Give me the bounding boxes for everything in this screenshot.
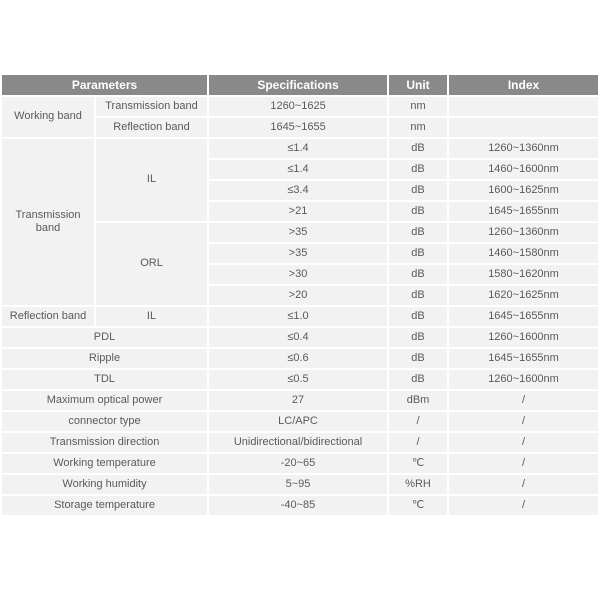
unit-cell: dB [389,265,447,284]
header-row [2,75,598,95]
param-group-cell: Transmission band [2,139,94,305]
param-group-cell: Working band [2,97,94,137]
param-group-cell: Reflection band [2,307,94,326]
table-row [2,139,598,158]
param-cell: TDL [2,370,207,389]
unit-cell: dB [389,160,447,179]
param-cell: Transmission direction [2,433,207,452]
param-cell: Maximum optical power [2,391,207,410]
index-cell: 1260~1360nm [449,139,598,158]
header-cell-unit: Unit [389,75,447,95]
page [0,73,600,600]
param-cell: Transmission band [96,97,207,116]
param-cell: IL [96,307,207,326]
table-body [2,97,598,515]
table-row [2,412,598,431]
index-cell [449,97,598,116]
spec-cell: ≤0.4 [209,328,387,347]
table-row [2,328,598,347]
param-cell: connector type [2,412,207,431]
header-cell-specifications: Specifications [209,75,387,95]
index-cell: / [449,454,598,473]
param-cell: Ripple [2,349,207,368]
unit-cell: dB [389,181,447,200]
param-cell: IL [96,139,207,221]
spec-cell: >30 [209,265,387,284]
unit-cell: ℃ [389,454,447,473]
param-cell: Working temperature [2,454,207,473]
unit-cell: dBm [389,391,447,410]
param-cell: Working humidity [2,475,207,494]
unit-cell: dB [389,307,447,326]
header-cell-index: Index [449,75,598,95]
index-cell: 1645~1655nm [449,307,598,326]
table-row [2,370,598,389]
param-cell: Storage temperature [2,496,207,515]
spec-cell: >35 [209,244,387,263]
table-row [2,307,598,326]
table-row [2,349,598,368]
spec-cell: 1260~1625 [209,97,387,116]
index-cell: 1600~1625nm [449,181,598,200]
unit-cell: %RH [389,475,447,494]
param-cell: ORL [96,223,207,305]
unit-cell: dB [389,139,447,158]
spec-cell: Unidirectional/bidirectional [209,433,387,452]
spec-cell: ≤1.4 [209,160,387,179]
unit-cell: / [389,433,447,452]
unit-cell: dB [389,202,447,221]
param-cell: Reflection band [96,118,207,137]
unit-cell: dB [389,370,447,389]
unit-cell: dB [389,223,447,242]
spec-cell: -20~65 [209,454,387,473]
index-cell: 1260~1600nm [449,370,598,389]
index-cell: / [449,496,598,515]
index-cell: / [449,391,598,410]
index-cell: 1260~1360nm [449,223,598,242]
index-cell: 1645~1655nm [449,202,598,221]
spec-cell: >20 [209,286,387,305]
spec-cell: ≤3.4 [209,181,387,200]
table-row [2,391,598,410]
spec-cell: ≤1.0 [209,307,387,326]
unit-cell: ℃ [389,496,447,515]
unit-cell: / [389,412,447,431]
spec-cell: 5~95 [209,475,387,494]
header-cell-parameters: Parameters [2,75,207,95]
unit-cell: dB [389,349,447,368]
spec-cell: ≤0.5 [209,370,387,389]
param-cell: PDL [2,328,207,347]
table-row [2,496,598,515]
index-cell: / [449,433,598,452]
index-cell: 1645~1655nm [449,349,598,368]
spec-cell: -40~85 [209,496,387,515]
spec-cell: >35 [209,223,387,242]
spec-cell: 27 [209,391,387,410]
spec-cell: LC/APC [209,412,387,431]
table-row [2,475,598,494]
table-row [2,433,598,452]
unit-cell: dB [389,244,447,263]
unit-cell: nm [389,97,447,116]
index-cell: / [449,475,598,494]
unit-cell: dB [389,328,447,347]
table-row [2,97,598,116]
index-cell: 1460~1600nm [449,160,598,179]
index-cell: 1620~1625nm [449,286,598,305]
table-row [2,454,598,473]
index-cell: 1460~1580nm [449,244,598,263]
spec-cell: ≤0.6 [209,349,387,368]
index-cell: 1260~1600nm [449,328,598,347]
specifications-table [0,73,600,517]
spec-cell: ≤1.4 [209,139,387,158]
table-header [2,75,598,95]
spec-cell: >21 [209,202,387,221]
index-cell [449,118,598,137]
index-cell: 1580~1620nm [449,265,598,284]
unit-cell: nm [389,118,447,137]
spec-cell: 1645~1655 [209,118,387,137]
unit-cell: dB [389,286,447,305]
index-cell: / [449,412,598,431]
